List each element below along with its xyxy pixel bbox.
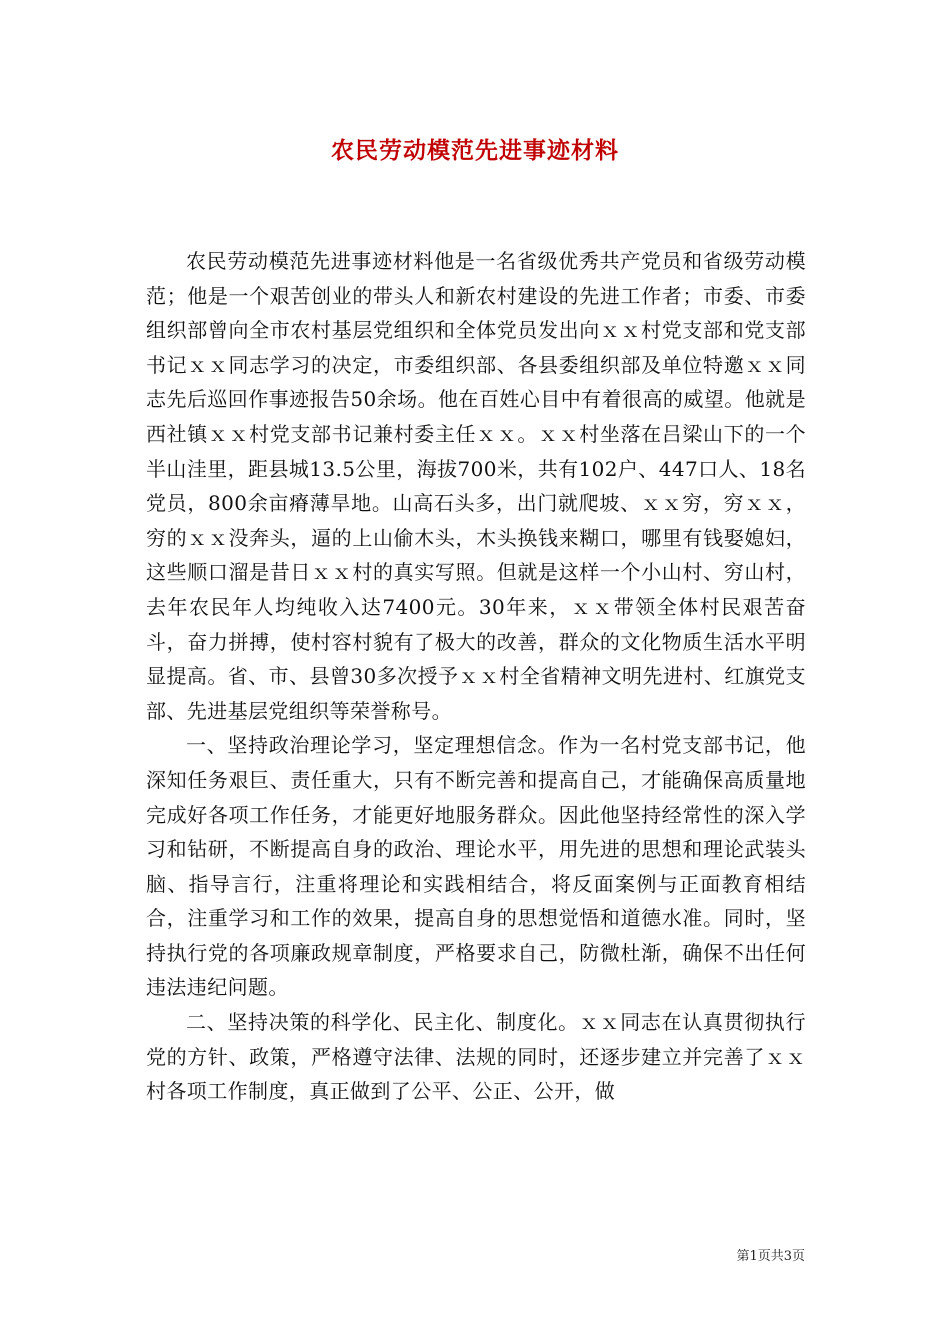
body-paragraph-section-2: 二、坚持决策的科学化、民主化、制度化。ｘｘ同志在认真贯彻执行党的方针、政策，严格遵守法律、法规的同时，还逐步建立并完善了ｘｘ村各项工作制度，真正做到了公平、公正、公开，做 — [146, 1010, 806, 1104]
body-paragraph-section-1: 一、坚持政治理论学习，坚定理想信念。作为一名村党支部书记，他深知任务艰巨、责任重大，只有不断完善和提高自己，才能确保高质量地完成好各项工作任务，才能更好地服务群众。因此他坚持经常性的深入学习和钻研，不断提高自身的政治、理论水平，用先进的思想和理论武装头脑、指导言行，注重将理论和实践相结合，将反面案例与正面教育相结合，注重学习和工作的效果，提高自身的思想觉悟和道德水准。同时，坚持执行党的各项廉政规章制度，严格要求自己，防微杜渐，确保不出任何违法违纪问题。 — [146, 733, 806, 1000]
document-body — [146, 244, 806, 1109]
body-paragraph-intro: 农民劳动模范先进事迹材料他是一名省级优秀共产党员和省级劳动模范；他是一个艰苦创业的带头人和新农村建设的先进工作者；市委、市委组织部曾向全市农村基层党组织和全体党员发出向ｘｘ村党支部和党支部书记ｘｘ同志学习的决定，市委组织部、各县委组织部及单位特邀ｘｘ同志先后巡回作事迹报告50余场。他在百姓心目中有着很高的威望。他就是西社镇ｘｘ村党支部书记兼村委主任ｘｘ。ｘｘ村坐落在吕梁山下的一个半山洼里，距县城13.5公里，海拔700米，共有102户、447口人、18名党员，800余亩瘠薄旱地。山高石头多，出门就爬坡、ｘｘ穷，穷ｘｘ，穷的ｘｘ没奔头，逼的上山偷木头，木头换钱来糊口，哪里有钱娶媳妇，这些顺口溜是昔日ｘｘ村的真实写照。但就是这样一个小山村、穷山村，去年农民年人均纯收入达7400元。30年来，ｘｘ带领全体村民艰苦奋斗，奋力拼搏，使村容村貌有了极大的改善，群众的文化物质生活水平明显提高。省、市、县曾30多次授予ｘｘ村全省精神文明先进村、红旗党支部、先进基层党组织等荣誉称号。 — [146, 249, 806, 723]
document-title: 农民劳动模范先进事迹材料 — [331, 137, 619, 164]
page-number-footer: 第1页共3页 — [736, 1249, 805, 1264]
